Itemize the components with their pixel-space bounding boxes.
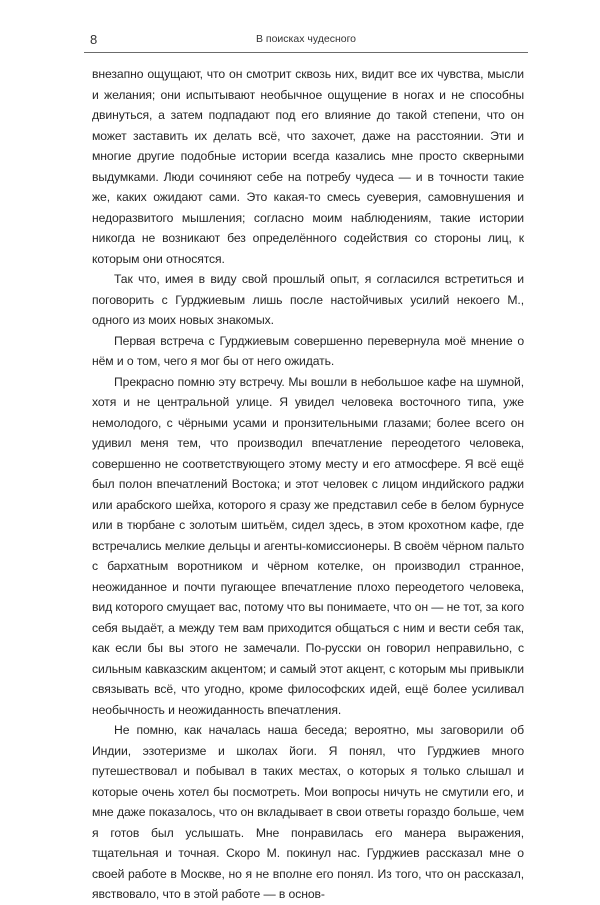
page-number: 8 — [90, 32, 98, 47]
paragraph-3: Первая встреча с Гурджиевым совершенно перевернула моё мнение о нём и о том, чего я мог бы от него ожидать. — [92, 333, 524, 368]
body-text — [92, 64, 524, 905]
running-title: В поисках чудесного — [255, 33, 357, 45]
paragraph-1-continued: внезапно ощущают, что он смотрит сквозь них, видит все их чувства, мысли и желания; они испытывают необычное ощущение в ногах и не способны двинуться, а затем подпадают под его влияние до такой степени, что он может заставить их делать всё, что захочет, даже на расстоянии. Эти и многие другие подобные истории всегда казались мне просто скверными выдумками. Люди сочиняют себе на потребу чудеса — и в точности такие же, каких ожидают сами. Это какая-то смесь суеверия, самовнушения и недоразвитого мышления; согласно моим наблюдениям, такие истории никогда не возникают без определённого содействия со стороны лиц, к которым они относятся. — [92, 67, 524, 266]
paragraph-5: Не помню, как началась наша беседа; вероятно, мы заговорили об Индии, эзотеризме и школах йоги. Я понял, что Гурджиев много путешествовал и побывал в таких местах, о которых я только слышал и которые очень хотел бы посмотреть. Мои вопросы ничуть не смутили его, и мне даже показалось, что он вкладывает в свои ответы гораздо больше, чем я готов был услышать. Мне понравилась его манера выражения, тщательная и точная. Скоро М. покинул нас. Гурджиев рассказал мне о своей работе в Москве, но я не вполне его понял. Из того, что он рассказал, явствовало, что в этой работе — в основ- — [92, 723, 524, 901]
paragraph-4: Прекрасно помню эту встречу. Мы вошли в небольшое кафе на шумной, хотя и не центральной улице. Я увидел человека восточного типа, уже немолодого, с чёрными усами и пронзительными глазами; более всего он удивил меня тем, что производил впечатление переодетого человека, совершенно не соответствующего этому месту и его атмосфере. Я всё ещё был полон впечатлений Востока; и этот человек с лицом индийского раджи или арабского шейха, которого я сразу же представил себе в белом бурнусе или в тюрбане с золотым шитьём, сидел здесь, в этом крохотном кафе, где встречались мелкие дельцы и агенты-комиссионеры. В своём чёрном пальто с бархатным воротником и чёрном котелке, он производил странное, неожиданное и почти пугающее впечатление плохо переодетого человека, вид которого смущает вас, потому что вы понимаете, что он — не тот, за кого себя выдаёт, а между тем вам приходится общаться с ним и вести себя так, как если бы вы этого не замечали. По-русски он говорил неправильно, с сильным кавказским акцентом; и самый этот акцент, с которым мы привыкли связывать всё, что угодно, кроме философских идей, ещё более усиливал необычность и неожиданность впечатления. — [92, 374, 524, 717]
paragraph-2: Так что, имея в виду свой прошлый опыт, я согласился встретиться и поговорить с Гурджиевым лишь после настойчивых усилий некоего М., одного из моих новых знакомых. — [92, 272, 524, 327]
running-header — [84, 32, 528, 53]
